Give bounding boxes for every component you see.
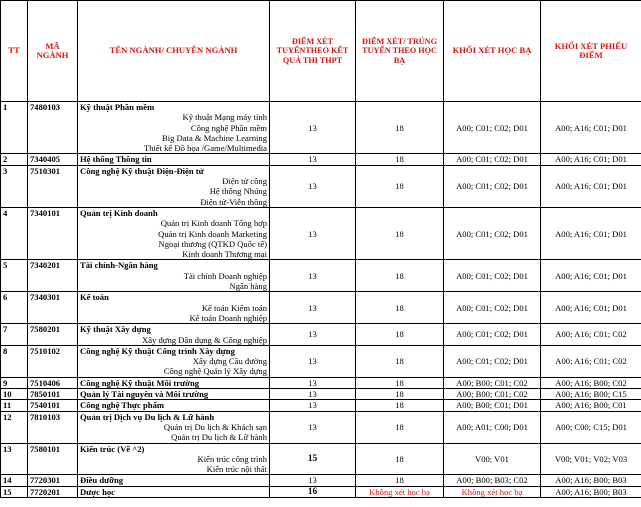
score-hocba: 18 xyxy=(356,292,444,324)
score-thpt: 13 xyxy=(270,345,356,377)
major-code: 7720301 xyxy=(28,475,78,486)
row-number: 2 xyxy=(1,154,28,165)
row-number: 13 xyxy=(1,443,28,475)
blocks-phieudiem: V00; V01; V02; V03 xyxy=(541,443,641,475)
major-name: Kỹ thuật Phần mềm xyxy=(80,102,155,112)
blocks-phieudiem: A00; A16; C01; D01 xyxy=(541,260,641,292)
major-name-cell xyxy=(78,443,270,475)
major-name: Quản trị Dịch vụ Du lịch & Lữ hành xyxy=(80,411,215,422)
major-name: Dược học xyxy=(80,486,115,497)
header-diem-hocba: ĐIỂM XÉT/ TRÚNG TUYỂN THEO HỌC BẠ xyxy=(356,1,444,102)
blocks-hocba: A00; C01; C02; D01 xyxy=(444,165,541,207)
blocks-hocba: A00; C01; C02; D01 xyxy=(444,292,541,324)
blocks-hocba: A00; C01; C02; D01 xyxy=(444,324,541,346)
major-name: Công nghệ Kỹ thuật Môi trường xyxy=(80,377,200,388)
score-thpt: 13 xyxy=(270,207,356,259)
blocks-hocba: A00; C01; C02; D01 xyxy=(444,154,541,165)
table-row xyxy=(1,102,641,154)
blocks-phieudiem: A00; A16; B00; B03 xyxy=(541,486,641,497)
major-name: Kế toán xyxy=(80,292,109,303)
table-row xyxy=(1,345,641,377)
major-name-cell xyxy=(78,475,270,486)
blocks-hocba: A00; B00; C01; C02 xyxy=(444,377,541,388)
specialization: Quản trị Du lịch & Khách sạn xyxy=(163,421,267,432)
blocks-phieudiem: A00; A16; B00; B03 xyxy=(541,475,641,486)
major-code: 7540101 xyxy=(28,400,78,411)
specialization: Kinh doanh Thương mại xyxy=(182,249,267,260)
major-code: 7510301 xyxy=(28,165,78,207)
blocks-phieudiem: A00; A16; B00; C01 xyxy=(541,400,641,411)
major-code: 7510406 xyxy=(28,377,78,388)
score-hocba: 18 xyxy=(356,443,444,475)
table-row xyxy=(1,207,641,259)
blocks-phieudiem: A00; A16; C01; C02 xyxy=(541,345,641,377)
row-number: 15 xyxy=(1,486,28,497)
specialization: Điện tử công xyxy=(222,176,267,187)
specialization: Thiết kế Đồ họa /Game/Multimedia xyxy=(143,143,267,154)
row-number: 8 xyxy=(1,345,28,377)
major-name-cell xyxy=(78,292,270,324)
score-thpt: 13 xyxy=(270,400,356,411)
row-number: 10 xyxy=(1,389,28,400)
table-row xyxy=(1,260,641,292)
score-thpt: 13 xyxy=(270,154,356,165)
row-number: 5 xyxy=(1,260,28,292)
score-hocba: 18 xyxy=(356,324,444,346)
major-name-cell xyxy=(78,102,270,154)
blocks-hocba: A00; A01; C00; D01 xyxy=(444,411,541,443)
specialization: Quản trị Du lịch & Lữ hành xyxy=(171,432,267,443)
major-code: 7850101 xyxy=(28,389,78,400)
row-number: 12 xyxy=(1,411,28,443)
blocks-hocba: A00; C01; C02; D01 xyxy=(444,345,541,377)
score-hocba: 18 xyxy=(356,207,444,259)
major-name-cell xyxy=(78,154,270,165)
blocks-phieudiem: A00; A16; B00; C15 xyxy=(541,389,641,400)
major-name: Điều dưỡng xyxy=(80,475,124,486)
specialization: Big Data & Machine Learning xyxy=(161,132,267,143)
score-hocba: 18 xyxy=(356,165,444,207)
specialization: Xây dựng Dân dụng & Công nghiệp xyxy=(142,334,267,345)
header-ten-nganh: TÊN NGÀNH/ CHUYÊN NGÀNH xyxy=(78,1,270,102)
major-name: Công nghệ Thực phẩm xyxy=(80,400,165,411)
blocks-hocba: A00; B00; C01; C02 xyxy=(444,389,541,400)
score-thpt: 13 xyxy=(270,324,356,346)
table-row xyxy=(1,292,641,324)
score-hocba: 18 xyxy=(356,377,444,388)
score-thpt: 13 xyxy=(270,377,356,388)
specialization: Kế toán Doanh nghiệp xyxy=(189,312,267,323)
header-khoi-phieudiem: KHỐI XÉT PHIẾU ĐIỂM xyxy=(541,1,641,102)
major-code: 7340101 xyxy=(28,207,78,259)
major-code: 7340301 xyxy=(28,292,78,324)
blocks-hocba: A00; C01; C02; D01 xyxy=(444,207,541,259)
table-row xyxy=(1,154,641,165)
header-ma-nganh: MÃ NGÀNH xyxy=(28,1,78,102)
score-thpt: 13 xyxy=(270,165,356,207)
score-hocba: 18 xyxy=(356,389,444,400)
table-row xyxy=(1,389,641,400)
specialization: Công nghệ Phần mềm xyxy=(190,122,267,133)
major-name-cell xyxy=(78,400,270,411)
score-thpt: 13 xyxy=(270,292,356,324)
major-name-cell xyxy=(78,377,270,388)
specialization: Tài chính Doanh nghiệp xyxy=(183,270,267,281)
row-number: 7 xyxy=(1,324,28,346)
major-name-cell xyxy=(78,389,270,400)
table-row xyxy=(1,443,641,475)
blocks-hocba: A00; C01; C02; D01 xyxy=(444,102,541,154)
specialization: Điện tử-Viễn thông xyxy=(200,196,267,207)
score-thpt: 13 xyxy=(270,389,356,400)
specialization: Công nghệ Quản lý Xây dựng xyxy=(163,366,267,377)
specialization: Kiến trúc nội thất xyxy=(206,464,267,475)
table-row xyxy=(1,486,641,497)
major-code: 7340201 xyxy=(28,260,78,292)
row-number: 4 xyxy=(1,207,28,259)
major-code: 7810103 xyxy=(28,411,78,443)
row-number: 3 xyxy=(1,165,28,207)
major-name-cell xyxy=(78,411,270,443)
table-row xyxy=(1,377,641,388)
specialization: Ngân hàng xyxy=(229,281,267,292)
specialization: Quản trị Kinh doanh Tổng hợp xyxy=(160,218,267,229)
blocks-hocba: V00; V01 xyxy=(444,443,541,475)
major-code: 7580101 xyxy=(28,443,78,475)
blocks-hocba: A00; C01; C02; D01 xyxy=(444,260,541,292)
specialization: Xây dựng Cầu đường xyxy=(192,356,267,367)
row-number: 11 xyxy=(1,400,28,411)
score-hocba: 18 xyxy=(356,260,444,292)
specialization: Kiến trúc công trình xyxy=(197,453,267,464)
major-name-cell xyxy=(78,345,270,377)
major-name: Hệ thống Thông tin xyxy=(80,154,152,165)
score-thpt: 13 xyxy=(270,260,356,292)
blocks-phieudiem: A00; A16; C01; C02 xyxy=(541,324,641,346)
blocks-hocba: Không xét học bạ xyxy=(444,486,541,497)
major-code: 7510102 xyxy=(28,345,78,377)
major-name: Kiến trúc (Vẽ ^2) xyxy=(80,443,145,454)
score-hocba: Không xét học bạ xyxy=(356,486,444,497)
header-khoi-hocba: KHỐI XÉT HỌC BẠ xyxy=(444,1,541,102)
table-row xyxy=(1,411,641,443)
row-number: 9 xyxy=(1,377,28,388)
score-thpt: 15 xyxy=(270,443,356,475)
blocks-phieudiem: A00; A16; C01; D01 xyxy=(541,154,641,165)
score-hocba: 18 xyxy=(356,400,444,411)
specialization: Kỹ thuật Mạng máy tính xyxy=(182,112,267,123)
header-row xyxy=(1,1,641,102)
score-hocba: 18 xyxy=(356,102,444,154)
score-thpt: 13 xyxy=(270,475,356,486)
major-name: Quản lý Tài nguyên và Môi trường xyxy=(80,389,209,400)
major-name-cell xyxy=(78,260,270,292)
blocks-phieudiem: A00; C00; C15; D01 xyxy=(541,411,641,443)
major-code: 7480103 xyxy=(28,102,78,154)
blocks-hocba: A00; B00; C01; D01 xyxy=(444,400,541,411)
blocks-phieudiem: A00; A16; C01; D01 xyxy=(541,292,641,324)
row-number: 14 xyxy=(1,475,28,486)
score-hocba: 18 xyxy=(356,154,444,165)
major-name-cell xyxy=(78,486,270,497)
major-code: 7340405 xyxy=(28,154,78,165)
specialization: Kế toán Kiểm toán xyxy=(201,302,267,313)
table-row xyxy=(1,324,641,346)
table-body xyxy=(1,102,641,498)
row-number: 1 xyxy=(1,102,28,154)
table-row xyxy=(1,475,641,486)
score-hocba: 18 xyxy=(356,475,444,486)
specialization: Ngoại thương (QTKD Quốc tế) xyxy=(158,238,267,249)
score-thpt: 13 xyxy=(270,102,356,154)
header-diem-thpt: ĐIỂM XÉT TUYỂNTHEO KẾT QUẢ THI THPT xyxy=(270,1,356,102)
table-row xyxy=(1,165,641,207)
score-hocba: 18 xyxy=(356,345,444,377)
blocks-phieudiem: A00; A16; C01; D01 xyxy=(541,165,641,207)
score-hocba: 18 xyxy=(356,411,444,443)
major-name: Công nghệ Kỹ thuật Công trình Xây dựng xyxy=(80,345,235,356)
major-name: Công nghệ Kỹ thuật Điện-Điện tử xyxy=(80,165,204,176)
major-code: 7580201 xyxy=(28,324,78,346)
header-tt: TT xyxy=(1,1,28,102)
specialization: Quản trị Kinh doanh Marketing xyxy=(158,228,267,239)
major-name-cell xyxy=(78,165,270,207)
table-row xyxy=(1,400,641,411)
blocks-hocba: A00; B00; B03; C02 xyxy=(444,475,541,486)
major-name: Tài chính-Ngân hàng xyxy=(80,260,158,271)
row-number: 6 xyxy=(1,292,28,324)
major-name-cell xyxy=(78,207,270,259)
major-name-cell xyxy=(78,324,270,346)
major-name: Kỹ thuật Xây dựng xyxy=(80,324,151,335)
blocks-phieudiem: A00; A16; C01; D01 xyxy=(541,207,641,259)
blocks-phieudiem: A00; A16; C01; D01 xyxy=(541,102,641,154)
blocks-phieudiem: A00; A16; B00; C02 xyxy=(541,377,641,388)
specialization: Hệ thống Nhúng xyxy=(209,186,267,197)
score-thpt: 16 xyxy=(270,486,356,497)
major-name: Quản trị Kinh doanh xyxy=(80,207,158,218)
score-thpt: 13 xyxy=(270,411,356,443)
major-code: 7720201 xyxy=(28,486,78,497)
